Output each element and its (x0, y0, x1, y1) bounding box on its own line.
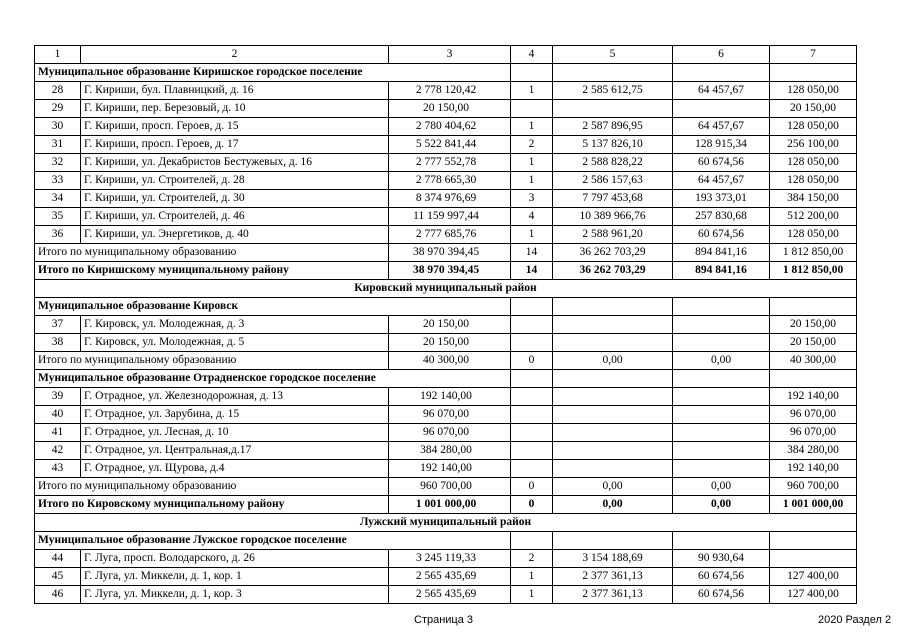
total-value: 0,00 (673, 352, 770, 370)
row-number: 34 (35, 190, 81, 208)
subtotal-row (35, 244, 857, 262)
cost-5: 10 389 966,76 (553, 208, 673, 226)
cost-6 (673, 460, 770, 478)
total-value: 40 300,00 (389, 352, 511, 370)
cost-6: 193 373,01 (673, 190, 770, 208)
total-label: Итого по Киришскому муниципальному району (35, 262, 389, 280)
table-row (35, 334, 857, 352)
address: Г. Кириши, ул. Энергетиков, д. 40 (81, 226, 389, 244)
cost-7: 384 150,00 (770, 190, 857, 208)
table-row (35, 172, 857, 190)
count (511, 100, 553, 118)
empty-cell (553, 532, 673, 550)
total-value: 0,00 (673, 478, 770, 496)
table-row (35, 550, 857, 568)
count: 4 (511, 208, 553, 226)
address: Г. Кировск, ул. Молодежная, д. 5 (81, 334, 389, 352)
column-number: 3 (389, 46, 511, 64)
address: Г. Кириши, просп. Героев, д. 17 (81, 136, 389, 154)
count: 1 (511, 172, 553, 190)
total-value: 36 262 703,29 (553, 244, 673, 262)
address: Г. Кириши, бул. Плавницкий, д. 16 (81, 82, 389, 100)
total-cost: 96 070,00 (389, 424, 511, 442)
total-value: 960 700,00 (770, 478, 857, 496)
empty-cell (770, 64, 857, 82)
cost-7: 128 050,00 (770, 172, 857, 190)
empty-cell (673, 370, 770, 388)
total-cost: 96 070,00 (389, 406, 511, 424)
row-number: 32 (35, 154, 81, 172)
cost-5 (553, 100, 673, 118)
count (511, 334, 553, 352)
cost-6: 64 457,67 (673, 118, 770, 136)
cost-5: 2 587 896,95 (553, 118, 673, 136)
address: Г. Кириши, ул. Строителей, д. 46 (81, 208, 389, 226)
cost-6: 60 674,56 (673, 154, 770, 172)
cost-5: 2 588 828,22 (553, 154, 673, 172)
total-cost: 8 374 976,69 (389, 190, 511, 208)
table-row (35, 190, 857, 208)
table-row (35, 442, 857, 460)
section-label: 2020 Раздел 2 (818, 614, 892, 626)
cost-6: 90 930,64 (673, 550, 770, 568)
section-title: Муниципальное образование Киришское городское поселение (35, 64, 511, 82)
district-total-row (35, 496, 857, 514)
cost-7: 96 070,00 (770, 406, 857, 424)
total-cost: 2 777 552,78 (389, 154, 511, 172)
address: Г. Кириши, ул. Декабристов Бестужевых, д. 16 (81, 154, 389, 172)
cost-6 (673, 424, 770, 442)
total-value: 0 (511, 352, 553, 370)
total-value: 0,00 (553, 478, 673, 496)
row-number: 35 (35, 208, 81, 226)
total-value: 0,00 (553, 496, 673, 514)
row-number: 36 (35, 226, 81, 244)
cost-7: 192 140,00 (770, 460, 857, 478)
count (511, 442, 553, 460)
column-number: 5 (553, 46, 673, 64)
count: 1 (511, 568, 553, 586)
cost-7: 127 400,00 (770, 586, 857, 604)
table-row (35, 208, 857, 226)
total-value: 1 812 850,00 (770, 244, 857, 262)
address: Г. Кириши, просп. Героев, д. 15 (81, 118, 389, 136)
table-row (35, 136, 857, 154)
empty-cell (553, 298, 673, 316)
column-number: 7 (770, 46, 857, 64)
address: Г. Отрадное, ул. Щурова, д.4 (81, 460, 389, 478)
total-cost: 2 565 435,69 (389, 586, 511, 604)
total-label: Итого по муниципальному образованию (35, 352, 389, 370)
cost-5: 5 137 826,10 (553, 136, 673, 154)
cost-7: 128 050,00 (770, 118, 857, 136)
row-number: 43 (35, 460, 81, 478)
count (511, 406, 553, 424)
empty-cell (770, 370, 857, 388)
empty-cell (553, 64, 673, 82)
cost-5: 7 797 453,68 (553, 190, 673, 208)
cost-7: 127 400,00 (770, 568, 857, 586)
district-title: Лужский муниципальный район (35, 514, 857, 532)
address: Г. Кириши, ул. Строителей, д. 30 (81, 190, 389, 208)
total-value: 0 (511, 496, 553, 514)
count: 1 (511, 226, 553, 244)
total-value: 0,00 (673, 496, 770, 514)
address: Г. Отрадное, ул. Центральная,д.17 (81, 442, 389, 460)
section-header-row (35, 64, 857, 82)
column-number: 1 (35, 46, 81, 64)
row-number: 41 (35, 424, 81, 442)
row-number: 44 (35, 550, 81, 568)
total-cost: 2 778 665,30 (389, 172, 511, 190)
address: Г. Отрадное, ул. Зарубина, д. 15 (81, 406, 389, 424)
cost-5: 2 586 157,63 (553, 172, 673, 190)
appendix-table (34, 45, 857, 604)
cost-6: 60 674,56 (673, 586, 770, 604)
cost-6: 60 674,56 (673, 226, 770, 244)
empty-cell (770, 298, 857, 316)
district-total-row (35, 262, 857, 280)
cost-5: 2 585 612,75 (553, 82, 673, 100)
cost-6: 64 457,67 (673, 82, 770, 100)
table-row (35, 568, 857, 586)
cost-7: 96 070,00 (770, 424, 857, 442)
total-cost: 2 777 685,76 (389, 226, 511, 244)
total-cost: 20 150,00 (389, 316, 511, 334)
total-cost: 192 140,00 (389, 460, 511, 478)
cost-7: 128 050,00 (770, 154, 857, 172)
total-value: 0 (511, 478, 553, 496)
count: 1 (511, 82, 553, 100)
total-value: 14 (511, 244, 553, 262)
cost-5: 2 588 961,20 (553, 226, 673, 244)
total-value: 38 970 394,45 (389, 262, 511, 280)
table-row (35, 100, 857, 118)
total-cost: 384 280,00 (389, 442, 511, 460)
row-number: 33 (35, 172, 81, 190)
total-cost: 11 159 997,44 (389, 208, 511, 226)
row-number: 29 (35, 100, 81, 118)
count: 1 (511, 154, 553, 172)
count: 3 (511, 190, 553, 208)
table-row (35, 460, 857, 478)
address: Г. Кириши, пер. Березовый, д. 10 (81, 100, 389, 118)
cost-5 (553, 424, 673, 442)
row-number: 39 (35, 388, 81, 406)
cost-7: 256 100,00 (770, 136, 857, 154)
cost-5 (553, 442, 673, 460)
cost-7: 192 140,00 (770, 388, 857, 406)
empty-cell (673, 532, 770, 550)
total-label: Итого по муниципальному образованию (35, 244, 389, 262)
cost-5 (553, 316, 673, 334)
cost-7: 128 050,00 (770, 82, 857, 100)
address: Г. Луга, ул. Миккели, д. 1, кор. 1 (81, 568, 389, 586)
section-header-row (35, 298, 857, 316)
table-row (35, 226, 857, 244)
cost-7 (770, 550, 857, 568)
count: 1 (511, 118, 553, 136)
cost-6: 60 674,56 (673, 568, 770, 586)
page-number: Страница 3 (414, 614, 474, 626)
cost-7: 20 150,00 (770, 316, 857, 334)
district-header-row (35, 514, 857, 532)
cost-5 (553, 406, 673, 424)
column-number: 6 (673, 46, 770, 64)
section-header-row (35, 370, 857, 388)
empty-cell (511, 532, 553, 550)
total-cost: 5 522 841,44 (389, 136, 511, 154)
row-number: 30 (35, 118, 81, 136)
total-label: Итого по муниципальному образованию (35, 478, 389, 496)
district-title: Кировский муниципальный район (35, 280, 857, 298)
total-value: 1 001 000,00 (770, 496, 857, 514)
row-number: 38 (35, 334, 81, 352)
address: Г. Кировск, ул. Молодежная, д. 3 (81, 316, 389, 334)
table-row (35, 388, 857, 406)
cost-6 (673, 334, 770, 352)
empty-cell (673, 298, 770, 316)
cost-6 (673, 100, 770, 118)
count (511, 316, 553, 334)
total-value: 36 262 703,29 (553, 262, 673, 280)
empty-cell (511, 64, 553, 82)
total-cost: 2 565 435,69 (389, 568, 511, 586)
empty-cell (511, 298, 553, 316)
table-row (35, 424, 857, 442)
total-cost: 20 150,00 (389, 100, 511, 118)
empty-cell (770, 532, 857, 550)
cost-7: 20 150,00 (770, 100, 857, 118)
count (511, 424, 553, 442)
total-label: Итого по Кировскому муниципальному району (35, 496, 389, 514)
total-value: 0,00 (553, 352, 673, 370)
empty-cell (511, 370, 553, 388)
row-number: 46 (35, 586, 81, 604)
total-cost: 2 780 404,62 (389, 118, 511, 136)
cost-5: 2 377 361,13 (553, 586, 673, 604)
total-value: 40 300,00 (770, 352, 857, 370)
address: Г. Луга, просп. Володарского, д. 26 (81, 550, 389, 568)
count: 1 (511, 586, 553, 604)
cost-7: 512 200,00 (770, 208, 857, 226)
section-title: Муниципальное образование Кировск (35, 298, 511, 316)
total-cost: 192 140,00 (389, 388, 511, 406)
total-cost: 2 778 120,42 (389, 82, 511, 100)
cost-7: 128 050,00 (770, 226, 857, 244)
district-header-row (35, 280, 857, 298)
cost-6 (673, 442, 770, 460)
row-number: 28 (35, 82, 81, 100)
cost-5 (553, 388, 673, 406)
total-value: 894 841,16 (673, 244, 770, 262)
cost-6: 257 830,68 (673, 208, 770, 226)
total-value: 14 (511, 262, 553, 280)
subtotal-row (35, 478, 857, 496)
cost-6 (673, 316, 770, 334)
address: Г. Отрадное, ул. Лесная, д. 10 (81, 424, 389, 442)
cost-7: 384 280,00 (770, 442, 857, 460)
row-number: 37 (35, 316, 81, 334)
column-number-row (35, 46, 857, 64)
column-number: 4 (511, 46, 553, 64)
total-cost: 3 245 119,33 (389, 550, 511, 568)
row-number: 45 (35, 568, 81, 586)
total-value: 1 812 850,00 (770, 262, 857, 280)
table-body (35, 46, 857, 604)
cost-5 (553, 334, 673, 352)
address: Г. Отрадное, ул. Железнодорожная, д. 13 (81, 388, 389, 406)
row-number: 42 (35, 442, 81, 460)
total-value: 38 970 394,45 (389, 244, 511, 262)
count (511, 460, 553, 478)
row-number: 40 (35, 406, 81, 424)
cost-6 (673, 388, 770, 406)
row-number: 31 (35, 136, 81, 154)
total-value: 894 841,16 (673, 262, 770, 280)
table-row (35, 82, 857, 100)
table-row (35, 316, 857, 334)
section-title: Муниципальное образование Лужское городское поселение (35, 532, 511, 550)
subtotal-row (35, 352, 857, 370)
cost-6: 64 457,67 (673, 172, 770, 190)
count (511, 388, 553, 406)
total-cost: 20 150,00 (389, 334, 511, 352)
empty-cell (553, 370, 673, 388)
cost-5 (553, 460, 673, 478)
table-row (35, 154, 857, 172)
count: 2 (511, 136, 553, 154)
cost-6 (673, 406, 770, 424)
count: 2 (511, 550, 553, 568)
table-row (35, 586, 857, 604)
table-row (35, 406, 857, 424)
total-value: 1 001 000,00 (389, 496, 511, 514)
table-row (35, 118, 857, 136)
cost-5: 3 154 188,69 (553, 550, 673, 568)
section-header-row (35, 532, 857, 550)
address: Г. Кириши, ул. Строителей, д. 28 (81, 172, 389, 190)
address: Г. Луга, ул. Миккели, д. 1, кор. 3 (81, 586, 389, 604)
cost-7: 20 150,00 (770, 334, 857, 352)
section-title: Муниципальное образование Отрадненское городское поселение (35, 370, 511, 388)
cost-5: 2 377 361,13 (553, 568, 673, 586)
cost-6: 128 915,34 (673, 136, 770, 154)
total-value: 960 700,00 (389, 478, 511, 496)
column-number: 2 (81, 46, 389, 64)
empty-cell (673, 64, 770, 82)
